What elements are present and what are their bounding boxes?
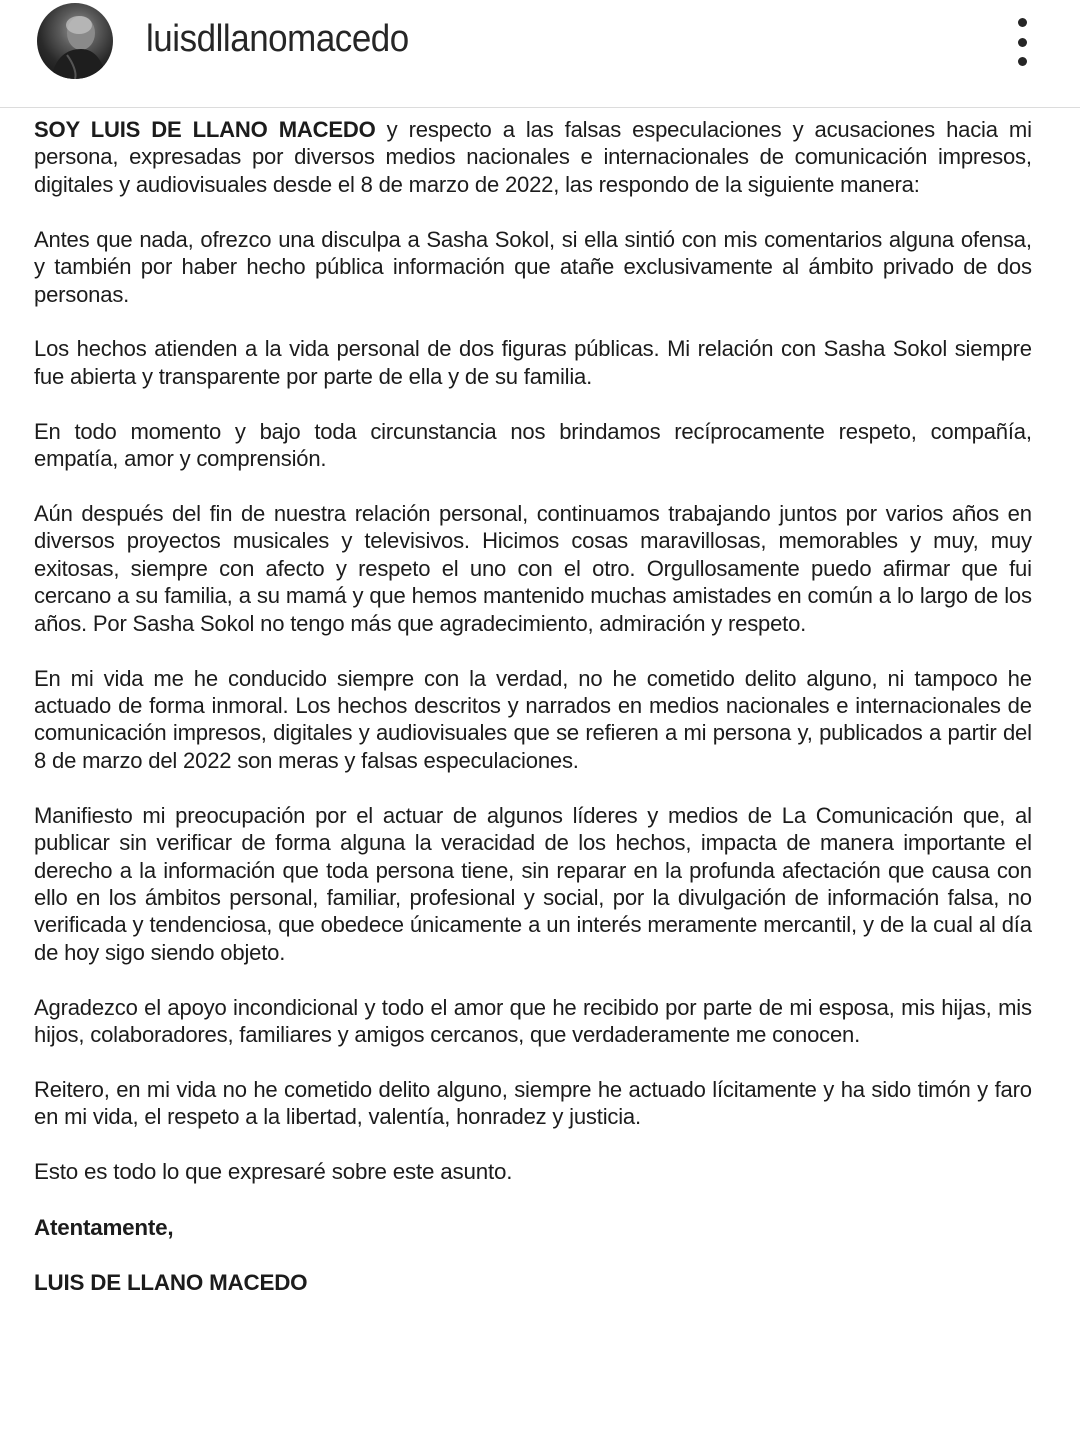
statement-paragraph: Agradezco el apoyo incondicional y todo el amor que he recibido por parte de mi esposa, mis hijas, mis hijos, colaboradores, familiares y amigos cercanos, que verdaderamente me conocen. xyxy=(34,994,1032,1048)
statement-paragraph: Los hechos atienden a la vida personal de dos figuras públicas. Mi relación con Sasha Sokol siempre fue abierta y transparente por parte de ella y de su familia. xyxy=(34,336,1032,389)
statement-paragraph: Reitero, en mi vida no he cometido delito alguno, siempre he actuado lícitamente y ha sido timón y faro en mi vida, el respeto a la libertad, valentía, honradez y justicia. xyxy=(34,1076,1032,1130)
statement-signature: LUIS DE LLANO MACEDO xyxy=(34,1270,308,1296)
statement-document xyxy=(34,116,1047,1297)
statement-paragraph: En mi vida me he conducido siempre con la verdad, no he cometido delito alguno, ni tampoco he actuado de forma inmoral. Los hechos descritos y narrados en medios nacionales e internacionales de comunicación impresos, digitales y audiovisuales que se refieren a mi persona y, publicados a partir del 8 de marzo del 2022 son meras y falsas especulaciones. xyxy=(34,665,1032,773)
avatar-photo-icon xyxy=(37,3,113,79)
statement-author-bold: SOY LUIS DE LLANO MACEDO xyxy=(34,117,376,142)
statement-closing-line: Esto es todo lo que expresaré sobre este asunto. xyxy=(34,1159,513,1185)
more-vertical-icon-dot xyxy=(1018,38,1027,47)
statement-paragraph: Antes que nada, ofrezco una disculpa a Sasha Sokol, si ella sintió con mis comentarios alguna ofensa, y también por haber hecho pública información que atañe exclusivamente al ámbito privado de dos personas. xyxy=(34,226,1032,307)
statement-paragraph: En todo momento y bajo toda circunstancia nos brindamos recíprocamente respeto, compañía, empatía, amor y comprensión. xyxy=(34,418,1032,472)
statement-opening-paragraph xyxy=(34,116,1032,198)
more-vertical-icon-dot xyxy=(1018,57,1027,66)
profile-avatar[interactable] xyxy=(37,3,113,79)
more-vertical-icon-dot xyxy=(1018,18,1027,27)
username-link[interactable]: luisdllanomacedo xyxy=(146,18,409,60)
post-header xyxy=(0,0,1080,108)
statement-paragraph: Aún después del fin de nuestra relación personal, continuamos trabajando juntos por varios años en diversos proyectos musicales y televisivos. Hicimos cosas maravillosas, memorables y muy, muy exitosas, siempre con afecto y respeto el uno con el otro. Orgullosamente puedo afirmar que fui cercano a su familia, a su mamá y que hemos mantenido muchas amistades en común a lo largo de los años. Por Sasha Sokol no tengo más que agradecimiento, admiración y respeto. xyxy=(34,501,1032,636)
statement-opening-text: y respecto a las falsas especulaciones y acusaciones hacia mi persona, expresadas por diversos medios nacionales e internacionales de comunicación impresos, digitales y audiovisuales desde el 8 de marzo de 2022, las respondo de la siguiente manera: xyxy=(34,117,1032,197)
statement-salutation: Atentamente, xyxy=(34,1214,174,1240)
more-options-button[interactable] xyxy=(1008,18,1036,66)
statement-paragraph: Manifiesto mi preocupación por el actuar de algunos líderes y medios de La Comunicación que, al publicar sin verificar de forma alguna la veracidad de los hechos, impacta de manera importante el derecho a la información que toda persona tiene, sin reparar en la profunda afectación que causa con ello en los ámbitos personal, familiar, profesional y social, por la divulgación de información falsa, no verificada y tendenciosa, que obedece únicamente a un interés meramente mercantil, y de la cual al día de hoy sigo siendo objeto. xyxy=(34,802,1032,965)
